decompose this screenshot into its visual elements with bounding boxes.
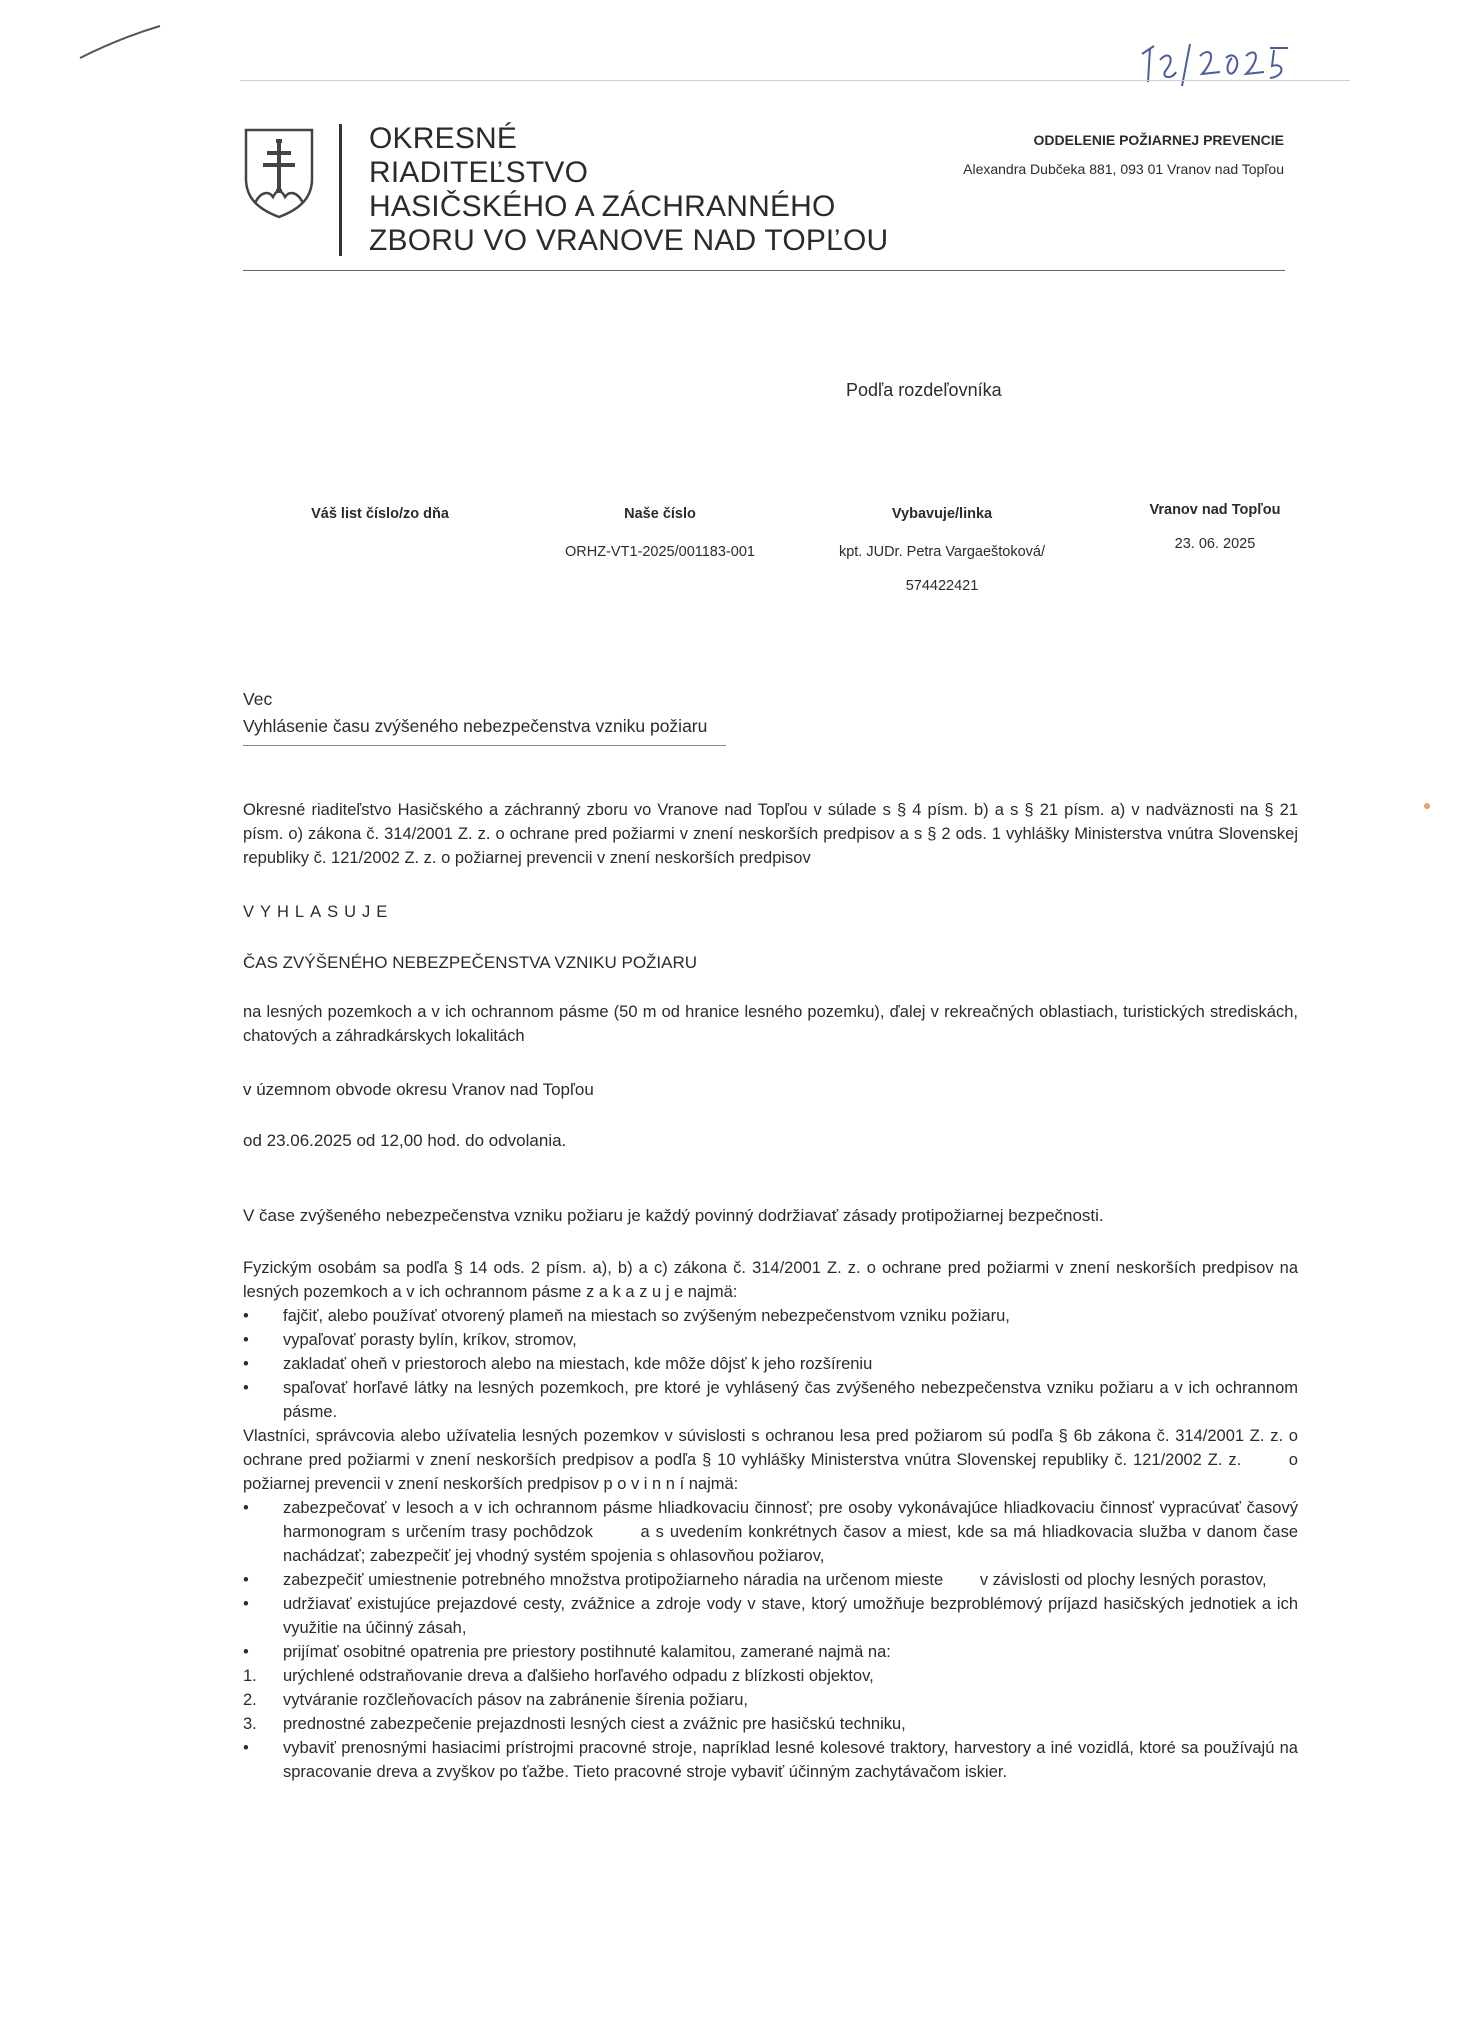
persons-intro: Fyzickým osobám sa podľa § 14 ods. 2 písm. a), b) a c) zákona č. 314/2001 Z. z. o ochrane pred požiarmi v znení neskorších predpisov na lesných pozemkoch a v ich ochrannom pásme z a k a z u j e najmä:	[243, 1259, 1298, 1301]
list-number: 1.	[243, 1667, 257, 1685]
list-text: urýchlené odstraňovanie dreva a ďalšieho horľavého odpadu z blízkosti objektov,	[283, 1667, 874, 1685]
org-line: RIADITEĽSTVO	[369, 156, 589, 189]
obligations-list	[243, 1496, 1303, 1664]
list-item: • spaľovať horľavé látky na lesných pozemkoch, pre ktoré je vyhlásený čas zvýšeného nebezpečenstva vzniku požiaru a v ich ochrannom pásme.	[243, 1376, 1298, 1424]
ref-handled-by	[812, 500, 1072, 600]
org-line: HASIČSKÉHO A ZÁCHRANNÉHO	[369, 190, 836, 223]
org-line: OKRESNÉ	[369, 122, 518, 155]
pen-stroke-mark	[78, 22, 162, 62]
recipient: Podľa rozdeľovníka	[846, 380, 1002, 400]
list-number: 3.	[243, 1715, 257, 1733]
scan-top-edge	[240, 80, 1350, 81]
list-number: 2.	[243, 1691, 257, 1709]
territory-line: v územnom obvode okresu Vranov nad Topľou	[243, 1080, 594, 1099]
final-obligation-list	[243, 1736, 1298, 1784]
list-item: • zabezpečiť umiestnenie potrebného množstva protipožiarneho náradia na určenom mieste v závislosti od plochy lesných porastov,	[243, 1568, 1298, 1592]
ref-our-number	[540, 500, 780, 566]
period-line: od 23.06.2025 od 12,00 hod. do odvolania.	[243, 1131, 567, 1150]
list-item	[243, 1712, 1298, 1736]
list-item: • fajčiť, alebo používať otvorený plameň na miestach so zvýšeným nebezpečenstvom vzniku požiaru,	[243, 1304, 1298, 1328]
subject-underline	[243, 745, 726, 746]
subject-text: Vyhlásenie času zvýšeného nebezpečenstva vzniku požiaru	[243, 716, 708, 736]
scan-speck	[1424, 803, 1430, 809]
ref-your-letter-label: Váš list číslo/zo dňa	[311, 506, 449, 522]
ref-handled-by-value: kpt. JUDr. Petra Vargaeštoková/	[838, 544, 1046, 560]
ref-place-date	[1110, 496, 1320, 558]
list-item: • prijímať osobitné opatrenia pre priestory postihnuté kalamitou, zamerané najmä na:	[243, 1640, 1298, 1664]
department-name: ODDELENIE POŽIARNEJ PREVENCIE	[1033, 132, 1284, 148]
measures-list	[243, 1664, 1298, 1736]
list-item: • vybaviť prenosnými hasiacimi prístrojmi pracovné stroje, napríklad lesné kolesové traktory, harvestory a iné vozidlá, ktoré sa používajú na spracovanie dreva a zvyškov po ťažbe. Tieto pracovné stroje vybaviť účinným zachytávačom iskier.	[243, 1736, 1298, 1784]
rules-section	[243, 1256, 1303, 1784]
scope-paragraph: na lesných pozemkoch a v ich ochrannom pásme (50 m od hranice lesného pozemku), ďalej v rekreačných oblastiach, turistických strediskách, chatových a záhradkárskych lokalitách	[243, 1003, 1298, 1045]
list-item: • zabezpečovať v lesoch a v ich ochrannom pásme hliadkovaciu činnosť; pre osoby vykonávajúce hliadkovaciu činnosť vypracúvať časový harmonogram s určením trasy pochôdzok a s uvedením konkrétnych časov a miest, kde sa má hliadkovacia služba v danom čase nachádzať; zabezpečiť jej vhodný systém spojenia s ohlasovňou požiarov,	[243, 1496, 1298, 1568]
subject-block	[243, 686, 707, 740]
duty-sentence: V čase zvýšeného nebezpečenstva vzniku požiaru je každý povinný dodržiavať zásady protipožiarnej bezpečnosti.	[243, 1206, 1104, 1225]
department-address: Alexandra Dubčeka 881, 093 01 Vranov nad Topľou	[963, 161, 1284, 177]
list-item	[243, 1688, 1298, 1712]
list-item: • vypaľovať porasty bylín, kríkov, stromov,	[243, 1328, 1298, 1352]
slovak-coat-of-arms-logo	[243, 127, 315, 219]
header-divider	[339, 124, 342, 256]
list-text: prednostné zabezpečenie prejazdnosti lesných ciest a zvážnic pre hasičskú techniku,	[283, 1715, 906, 1733]
ref-place-label: Vranov nad Topľou	[1149, 502, 1281, 518]
list-item	[243, 1664, 1298, 1688]
prohibitions-list	[243, 1304, 1298, 1424]
ref-date: 23. 06. 2025	[1174, 536, 1256, 552]
owners-intro: Vlastníci, správcovia alebo užívatelia lesných pozemkov v súvislosti s ochranou lesa pred požiarom sú podľa § 6b zákona č. 314/2001 Z. z. o ochrane pred požiarmi v znení neskorších predpisov a podľa § 10 vyhlášky Ministerstva vnútra Slovenskej republiky č. 121/2002 Z. z. o požiarnej prevencii v znení neskorších predpisov p o v i n n í najmä:	[243, 1427, 1303, 1493]
ref-our-number-value: ORHZ-VT1-2025/001183-001	[565, 544, 755, 560]
ref-our-number-label: Naše číslo	[624, 506, 696, 522]
declaration-title: ČAS ZVÝŠENÉHO NEBEZPEČENSTVA VZNIKU POŽIARU	[243, 953, 698, 972]
header-rule	[243, 270, 1285, 271]
list-text: vytváranie rozčleňovacích pásov na zabránenie šírenia požiaru,	[283, 1691, 749, 1709]
organization-name	[369, 122, 888, 258]
list-item: • udržiavať existujúce prejazdové cesty, zvážnice a zdroje vody v stave, ktorý umožňuje bezproblémový príjazd hasičských jednotiek a ich využitie na účinný zásah,	[243, 1592, 1298, 1640]
ref-phone: 574422421	[905, 578, 979, 594]
handwritten-registry-number	[1138, 40, 1298, 90]
org-line: ZBORU VO VRANOVE NAD TOPĽOU	[369, 224, 889, 257]
ref-your-letter	[280, 500, 480, 528]
intro-paragraph: Okresné riaditeľstvo Hasičského a záchranný zboru vo Vranove nad Topľou v súlade s § 4 písm. b) a s § 21 písm. a) v nadväznosti na § 21 písm. o) zákona č. 314/2001 Z. z. o ochrane pred požiarmi v znení neskorších predpisov a s § 2 ods. 1 vyhlášky Ministerstva vnútra Slovenskej republiky č. 121/2002 Z. z. o požiarnej prevencii v znení neskorších predpisov	[243, 801, 1298, 867]
declares-heading: VYHLASUJE	[243, 903, 394, 921]
ref-handled-by-label: Vybavuje/linka	[891, 506, 993, 522]
subject-label: Vec	[243, 689, 273, 709]
department-block	[963, 126, 1284, 184]
list-item: • zakladať oheň v priestoroch alebo na miestach, kde môže dôjsť k jeho rozšíreniu	[243, 1352, 1298, 1376]
